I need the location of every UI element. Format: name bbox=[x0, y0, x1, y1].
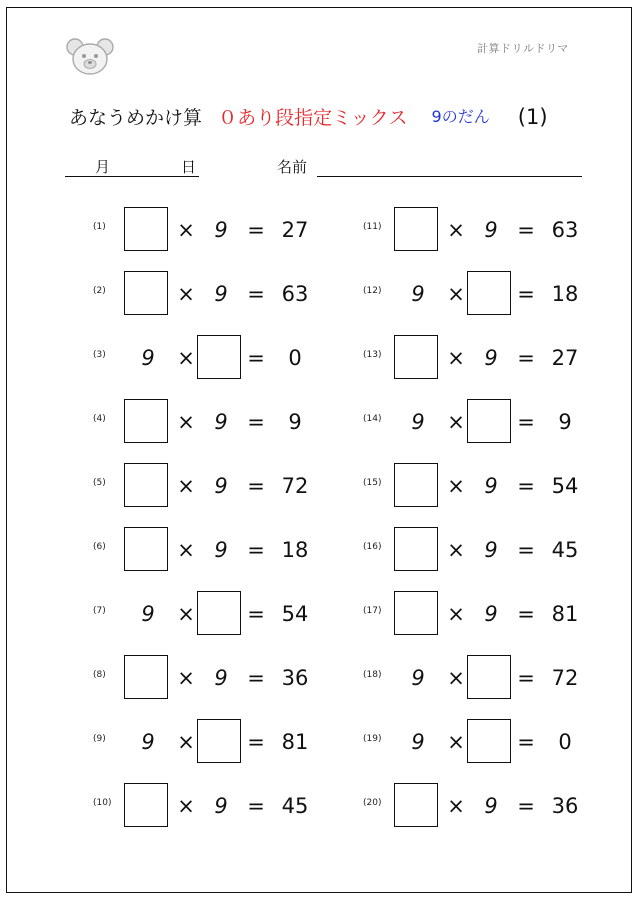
multiplicand: 9 bbox=[411, 730, 425, 754]
problem-number: (13) bbox=[363, 350, 382, 360]
multiplicand: 9 bbox=[411, 666, 425, 690]
answer-box[interactable] bbox=[124, 399, 168, 443]
equals-sign: = bbox=[247, 282, 265, 306]
problem-item bbox=[93, 271, 323, 317]
equals-sign: = bbox=[517, 794, 535, 818]
times-sign: × bbox=[177, 346, 195, 370]
product-value: 63 bbox=[551, 218, 579, 242]
answer-box[interactable] bbox=[394, 463, 438, 507]
product-value: 45 bbox=[281, 794, 309, 818]
product-value: 54 bbox=[551, 474, 579, 498]
answer-box[interactable] bbox=[467, 655, 511, 699]
problem-number: (10) bbox=[93, 798, 112, 808]
product-value: 81 bbox=[281, 730, 309, 754]
answer-box[interactable] bbox=[197, 591, 241, 635]
problem-number: (12) bbox=[363, 286, 382, 296]
day-label: 日 bbox=[181, 158, 197, 176]
problem-number: (5) bbox=[93, 478, 106, 488]
problem-number: (7) bbox=[93, 606, 106, 616]
times-sign: × bbox=[447, 538, 465, 562]
equals-sign: = bbox=[517, 602, 535, 626]
bear-face-icon bbox=[65, 37, 115, 77]
times-sign: × bbox=[177, 794, 195, 818]
answer-box[interactable] bbox=[124, 463, 168, 507]
times-sign: × bbox=[177, 474, 195, 498]
problem-item bbox=[93, 399, 323, 445]
answer-box[interactable] bbox=[467, 271, 511, 315]
product-value: 9 bbox=[558, 410, 572, 434]
problem-number: (17) bbox=[363, 606, 382, 616]
multiplier: 9 bbox=[484, 538, 498, 562]
times-sign: × bbox=[447, 602, 465, 626]
problem-item bbox=[363, 591, 593, 637]
problem-item bbox=[93, 527, 323, 573]
title-mode: ０あり段指定ミックス bbox=[218, 107, 408, 129]
problem-item bbox=[363, 207, 593, 253]
times-sign: × bbox=[447, 474, 465, 498]
equals-sign: = bbox=[517, 474, 535, 498]
times-sign: × bbox=[447, 794, 465, 818]
product-value: 18 bbox=[281, 538, 309, 562]
equals-sign: = bbox=[517, 730, 535, 754]
equals-sign: = bbox=[247, 346, 265, 370]
answer-box[interactable] bbox=[394, 335, 438, 379]
problem-item bbox=[363, 271, 593, 317]
date-underline bbox=[65, 176, 199, 177]
product-value: 81 bbox=[551, 602, 579, 626]
problem-number: (16) bbox=[363, 542, 382, 552]
multiplicand: 9 bbox=[411, 410, 425, 434]
product-value: 36 bbox=[551, 794, 579, 818]
problem-number: (15) bbox=[363, 478, 382, 488]
equals-sign: = bbox=[517, 346, 535, 370]
times-sign: × bbox=[447, 346, 465, 370]
problem-item bbox=[363, 399, 593, 445]
answer-box[interactable] bbox=[394, 527, 438, 571]
problem-item bbox=[93, 783, 323, 829]
equals-sign: = bbox=[247, 218, 265, 242]
answer-box[interactable] bbox=[394, 591, 438, 635]
answer-box[interactable] bbox=[197, 719, 241, 763]
problem-item bbox=[363, 655, 593, 701]
answer-box[interactable] bbox=[467, 399, 511, 443]
equals-sign: = bbox=[517, 218, 535, 242]
worksheet bbox=[6, 7, 632, 893]
multiplier: 9 bbox=[214, 218, 228, 242]
multiplier: 9 bbox=[484, 602, 498, 626]
multiplier: 9 bbox=[214, 538, 228, 562]
product-value: 72 bbox=[281, 474, 309, 498]
problem-number: (4) bbox=[93, 414, 106, 424]
header-fields bbox=[65, 154, 585, 180]
multiplicand: 9 bbox=[411, 282, 425, 306]
times-sign: × bbox=[447, 410, 465, 434]
times-sign: × bbox=[447, 730, 465, 754]
problem-number: (11) bbox=[363, 222, 382, 232]
product-value: 45 bbox=[551, 538, 579, 562]
product-value: 27 bbox=[551, 346, 579, 370]
multiplier: 9 bbox=[214, 474, 228, 498]
product-value: 36 bbox=[281, 666, 309, 690]
problem-item bbox=[93, 655, 323, 701]
name-label: 名前 bbox=[277, 158, 308, 176]
product-value: 27 bbox=[281, 218, 309, 242]
product-value: 9 bbox=[288, 410, 302, 434]
equals-sign: = bbox=[247, 602, 265, 626]
equals-sign: = bbox=[247, 666, 265, 690]
equals-sign: = bbox=[247, 730, 265, 754]
problem-number: (14) bbox=[363, 414, 382, 424]
problem-number: (8) bbox=[93, 670, 106, 680]
product-value: 18 bbox=[551, 282, 579, 306]
brand-label: 計算ドリルドリマ bbox=[477, 42, 569, 55]
answer-box[interactable] bbox=[467, 719, 511, 763]
name-underline[interactable] bbox=[317, 176, 582, 177]
multiplicand: 9 bbox=[141, 602, 155, 626]
problem-number: (19) bbox=[363, 734, 382, 744]
equals-sign: = bbox=[247, 538, 265, 562]
problem-item bbox=[363, 719, 593, 765]
equals-sign: = bbox=[517, 410, 535, 434]
problem-number: (3) bbox=[93, 350, 106, 360]
month-label: 月 bbox=[95, 158, 111, 176]
equals-sign: = bbox=[517, 538, 535, 562]
times-sign: × bbox=[177, 410, 195, 434]
times-sign: × bbox=[177, 218, 195, 242]
title-table: 9のだん bbox=[431, 107, 490, 126]
page-title bbox=[69, 104, 589, 131]
problem-number: (2) bbox=[93, 286, 106, 296]
multiplicand: 9 bbox=[141, 730, 155, 754]
multiplier: 9 bbox=[214, 794, 228, 818]
product-value: 0 bbox=[558, 730, 572, 754]
multiplier: 9 bbox=[214, 410, 228, 434]
product-value: 63 bbox=[281, 282, 309, 306]
multiplier: 9 bbox=[484, 474, 498, 498]
times-sign: × bbox=[447, 282, 465, 306]
problem-item bbox=[363, 463, 593, 509]
answer-box[interactable] bbox=[124, 527, 168, 571]
problem-item bbox=[363, 335, 593, 381]
title-number: (1) bbox=[517, 105, 548, 129]
product-value: 54 bbox=[281, 602, 309, 626]
multiplier: 9 bbox=[214, 282, 228, 306]
answer-box[interactable] bbox=[394, 207, 438, 251]
multiplier: 9 bbox=[484, 346, 498, 370]
answer-box[interactable] bbox=[197, 335, 241, 379]
times-sign: × bbox=[447, 666, 465, 690]
title-main: あなうめかけ算 bbox=[69, 107, 203, 129]
times-sign: × bbox=[177, 282, 195, 306]
times-sign: × bbox=[177, 666, 195, 690]
times-sign: × bbox=[177, 538, 195, 562]
problem-item bbox=[93, 463, 323, 509]
multiplicand: 9 bbox=[141, 346, 155, 370]
answer-box[interactable] bbox=[124, 655, 168, 699]
problem-number: (6) bbox=[93, 542, 106, 552]
equals-sign: = bbox=[247, 794, 265, 818]
problem-number: (9) bbox=[93, 734, 106, 744]
answer-box[interactable] bbox=[394, 783, 438, 827]
answer-box[interactable] bbox=[124, 207, 168, 251]
problem-item bbox=[363, 527, 593, 573]
multiplier: 9 bbox=[484, 794, 498, 818]
times-sign: × bbox=[177, 602, 195, 626]
product-value: 72 bbox=[551, 666, 579, 690]
equals-sign: = bbox=[247, 474, 265, 498]
equals-sign: = bbox=[517, 282, 535, 306]
times-sign: × bbox=[447, 218, 465, 242]
problem-item bbox=[93, 591, 323, 637]
times-sign: × bbox=[177, 730, 195, 754]
problem-item bbox=[93, 719, 323, 765]
problem-number: (18) bbox=[363, 670, 382, 680]
answer-box[interactable] bbox=[124, 271, 168, 315]
problem-item bbox=[93, 335, 323, 381]
problem-item bbox=[93, 207, 323, 253]
equals-sign: = bbox=[247, 410, 265, 434]
problem-number: (20) bbox=[363, 798, 382, 808]
multiplier: 9 bbox=[214, 666, 228, 690]
problem-item bbox=[363, 783, 593, 829]
multiplier: 9 bbox=[484, 218, 498, 242]
problem-number: (1) bbox=[93, 222, 106, 232]
answer-box[interactable] bbox=[124, 783, 168, 827]
product-value: 0 bbox=[288, 346, 302, 370]
equals-sign: = bbox=[517, 666, 535, 690]
